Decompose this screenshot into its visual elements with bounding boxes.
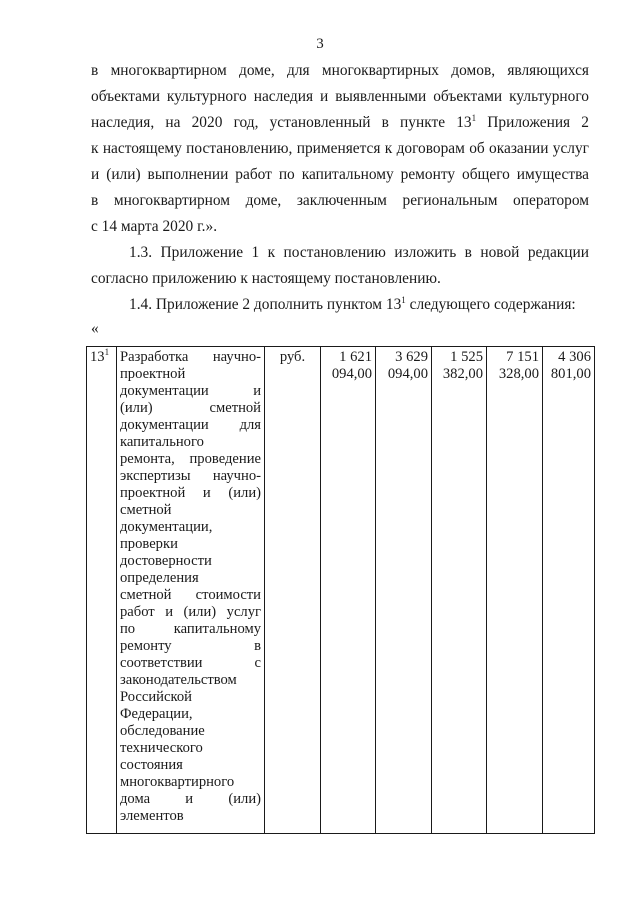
value-line: 3 629 [395, 349, 428, 365]
value-line: 1 525 [450, 349, 483, 365]
open-quote: « [91, 320, 99, 337]
name-line: проектной [120, 366, 186, 382]
paragraph-line-tail: следующего содержания: [405, 296, 576, 313]
value-line: 801,00 [550, 366, 591, 382]
superscript: 1 [471, 113, 477, 123]
paragraph-line: в многоквартирном доме, заключенным региональным оператором [91, 192, 589, 209]
paragraph-line: к настоящему постановлению, применяется к договорам об оказании услуг [91, 140, 589, 157]
value-cell [432, 347, 487, 834]
value-cell [487, 347, 543, 834]
value-cell [321, 347, 376, 834]
name-line: проектной и (или) [120, 485, 261, 501]
name-line: работ и (или) услуг [120, 604, 261, 620]
paragraph-line-with-sup [91, 110, 589, 136]
name-line: обследование [120, 723, 205, 739]
row-number: 13 [90, 349, 105, 365]
paragraph-line: с 14 марта 2020 г.». [91, 218, 218, 235]
name-line: дома и (или) [120, 791, 261, 807]
value-line: 4 306 [558, 349, 591, 365]
value-cell [376, 347, 432, 834]
value-line: 094,00 [331, 366, 372, 382]
name-line: ремонту в [120, 638, 261, 654]
value-line: 382,00 [442, 366, 483, 382]
name-line: достоверности [120, 553, 212, 569]
page-number: 3 [316, 36, 324, 52]
unit-cell: руб. [265, 347, 321, 834]
table-row [87, 347, 595, 834]
name-line: многоквартирного [120, 774, 235, 790]
name-line: проверки [120, 536, 178, 552]
value-line: 1 621 [339, 349, 372, 365]
name-line: технического [120, 740, 203, 756]
paragraph-line-text: наследия, на 2020 год, установленный в пункте 13 [91, 114, 472, 131]
paragraph-line-tail: Приложения 2 [476, 114, 590, 131]
body-text [91, 58, 589, 340]
value-line: 094,00 [387, 366, 428, 382]
paragraph-line: и (или) выполнении работ по капитальному ремонту общего имущества [91, 166, 589, 183]
name-line: соответствии с [120, 655, 261, 671]
superscript: 1 [401, 295, 406, 305]
value-cell [543, 347, 595, 834]
name-line: документации, [120, 519, 213, 535]
name-line: документации для [120, 417, 261, 433]
row-number-cell [87, 347, 117, 834]
paragraph-line: 1.3. Приложение 1 к постановлению изложить в новой редакции [129, 244, 589, 261]
name-line: законодательством [120, 672, 237, 688]
paragraph-line: согласно приложению к настоящему постановлению. [91, 270, 441, 287]
name-line: экспертизы научно- [120, 468, 261, 484]
data-table [86, 346, 595, 834]
paragraph-line-text: 1.4. Приложение 2 дополнить пунктом 13 [129, 296, 402, 313]
name-line: Федерации, [120, 706, 193, 722]
name-line: определения [120, 570, 199, 586]
name-line: состояния [120, 757, 183, 773]
paragraph-line: объектами культурного наследия и выявленными объектами культурного [91, 88, 589, 105]
name-line: по капитальному [120, 621, 261, 637]
name-line: сметной [120, 502, 172, 518]
row-name-cell [117, 347, 265, 834]
name-line: элементов [120, 808, 184, 824]
name-line: сметной стоимости [120, 587, 261, 603]
name-line: капитального [120, 434, 204, 450]
name-line: ремонта, проведение [120, 451, 261, 467]
value-line: 328,00 [498, 366, 539, 382]
paragraph-line: в многоквартирном доме, для многоквартирных домов, являющихся [91, 62, 589, 79]
paragraph-line-with-sup [91, 292, 589, 318]
superscript: 1 [104, 347, 110, 357]
name-line: документации и [120, 383, 261, 399]
name-line: Российской [120, 689, 192, 705]
value-line: 7 151 [506, 349, 539, 365]
name-line: Разработка научно- [120, 349, 261, 365]
name-line: (или) сметной [120, 400, 261, 416]
